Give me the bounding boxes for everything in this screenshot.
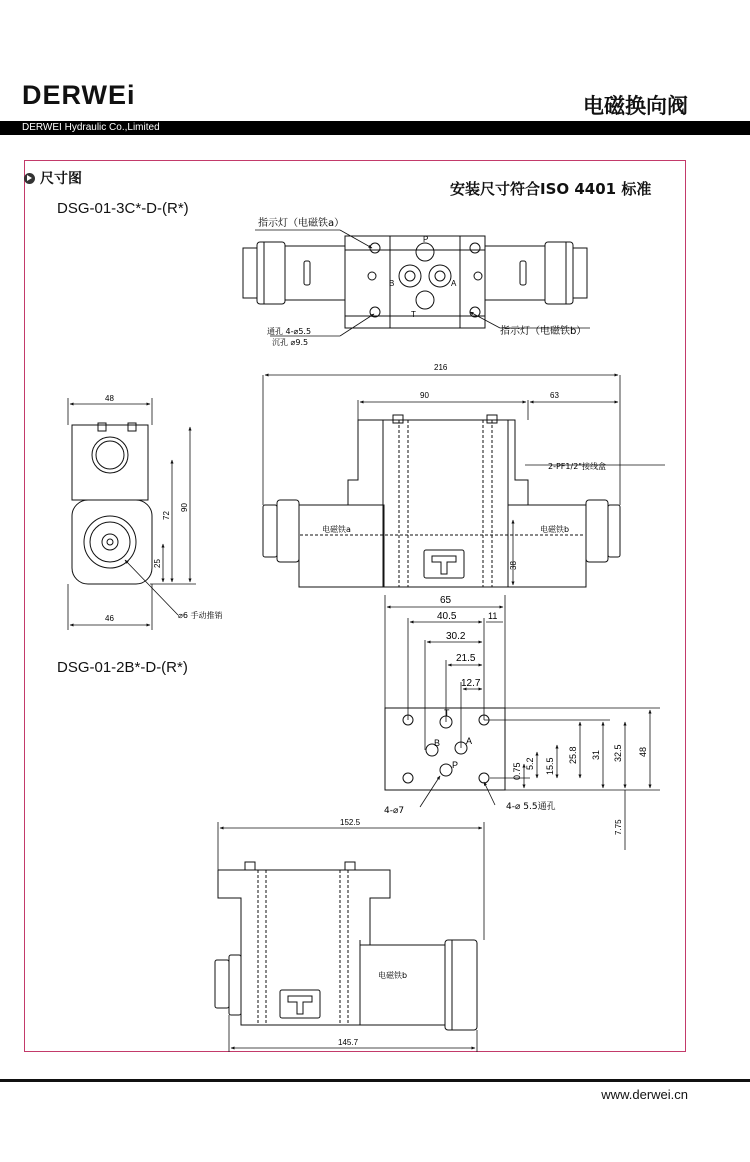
counterbore-label: 沉孔 ⌀9.5 [272, 338, 309, 347]
mount-port-b: B [434, 738, 441, 748]
section-title-text: 尺寸图 [40, 171, 82, 187]
side-dim-top: 48 [105, 394, 114, 403]
side-dim-25: 25 [153, 559, 162, 568]
mount-dim-0-75: 0.75 [512, 762, 522, 780]
side-view-dims [68, 398, 196, 630]
side-dim-bottom: 46 [105, 614, 114, 623]
through-hole-label: 通孔 4-⌀5.5 [267, 327, 312, 336]
mount-dim-31: 31 [591, 749, 601, 760]
solenoid-b-label: 电磁铁b [540, 525, 570, 534]
mount-port-a: A [466, 736, 473, 746]
mount-port-p: P [452, 760, 459, 770]
mount-dim-7-75: 7.75 [614, 819, 623, 835]
website-link[interactable]: www.derwei.cn [601, 1087, 688, 1102]
mount-dim-15-5: 15.5 [545, 757, 555, 775]
connector-label: 2-PF1/2"接线盒 [548, 462, 606, 471]
mount-dim-40-5: 40.5 [437, 611, 457, 622]
top-port-t: T [411, 310, 416, 319]
mount-dim-65: 65 [440, 595, 452, 606]
mount-dim-48: 48 [638, 746, 648, 757]
mount-dim-32-5: 32.5 [613, 744, 623, 762]
front-view [263, 415, 620, 587]
top-port-p: P [423, 235, 429, 244]
front-dim-total: 216 [434, 363, 448, 372]
mount-dim-12-7: 12.7 [461, 678, 481, 689]
mount-port-t: T [444, 708, 450, 718]
side-view [72, 423, 152, 584]
manual-push-label: ⌀6 手动推销 [178, 611, 223, 620]
solenoid-a-label: 电磁铁a [322, 525, 351, 534]
document-title: 电磁换向阀 [583, 94, 688, 118]
front-dim-right: 63 [550, 391, 559, 400]
single-solenoid-b-label: 电磁铁b [378, 971, 408, 980]
mount-dim-21-5: 21.5 [456, 653, 476, 664]
single-dim-total: 152.5 [340, 818, 361, 827]
side-dim-72: 72 [162, 511, 171, 520]
front-dim-height: 38 [509, 561, 518, 570]
indicator-a-label: 指示灯（电磁铁a） [258, 218, 345, 229]
company-logo: DERWEi [22, 80, 136, 110]
single-solenoid-view [215, 862, 477, 1030]
top-port-a: A [451, 279, 457, 288]
indicator-b-label: 指示灯（电磁铁b） [500, 326, 587, 337]
mount-dim-25-8: 25.8 [568, 746, 578, 764]
mount-dim-5-2: 5.2 [525, 757, 535, 770]
mount-hole-7: 4-⌀7 [384, 806, 405, 816]
front-dim-center: 90 [420, 391, 429, 400]
mount-hole-5-5: 4-⌀ 5.5通孔 [506, 802, 556, 812]
company-name: DERWEI Hydraulic Co.,Limited [22, 122, 160, 133]
standard-note: 安装尺寸符合ISO 4401 标准 [450, 180, 652, 198]
model-title-3c: DSG-01-3C*-D-(R*) [57, 200, 189, 217]
mount-dim-11: 11 [488, 611, 498, 621]
mount-dim-30-2: 30.2 [446, 631, 466, 642]
side-dim-90: 90 [180, 503, 189, 512]
model-title-2b: DSG-01-2B*-D-(R*) [57, 659, 188, 676]
top-port-b: B [389, 279, 395, 288]
footer-divider [0, 1079, 750, 1082]
single-dim-bottom: 145.7 [338, 1038, 359, 1047]
